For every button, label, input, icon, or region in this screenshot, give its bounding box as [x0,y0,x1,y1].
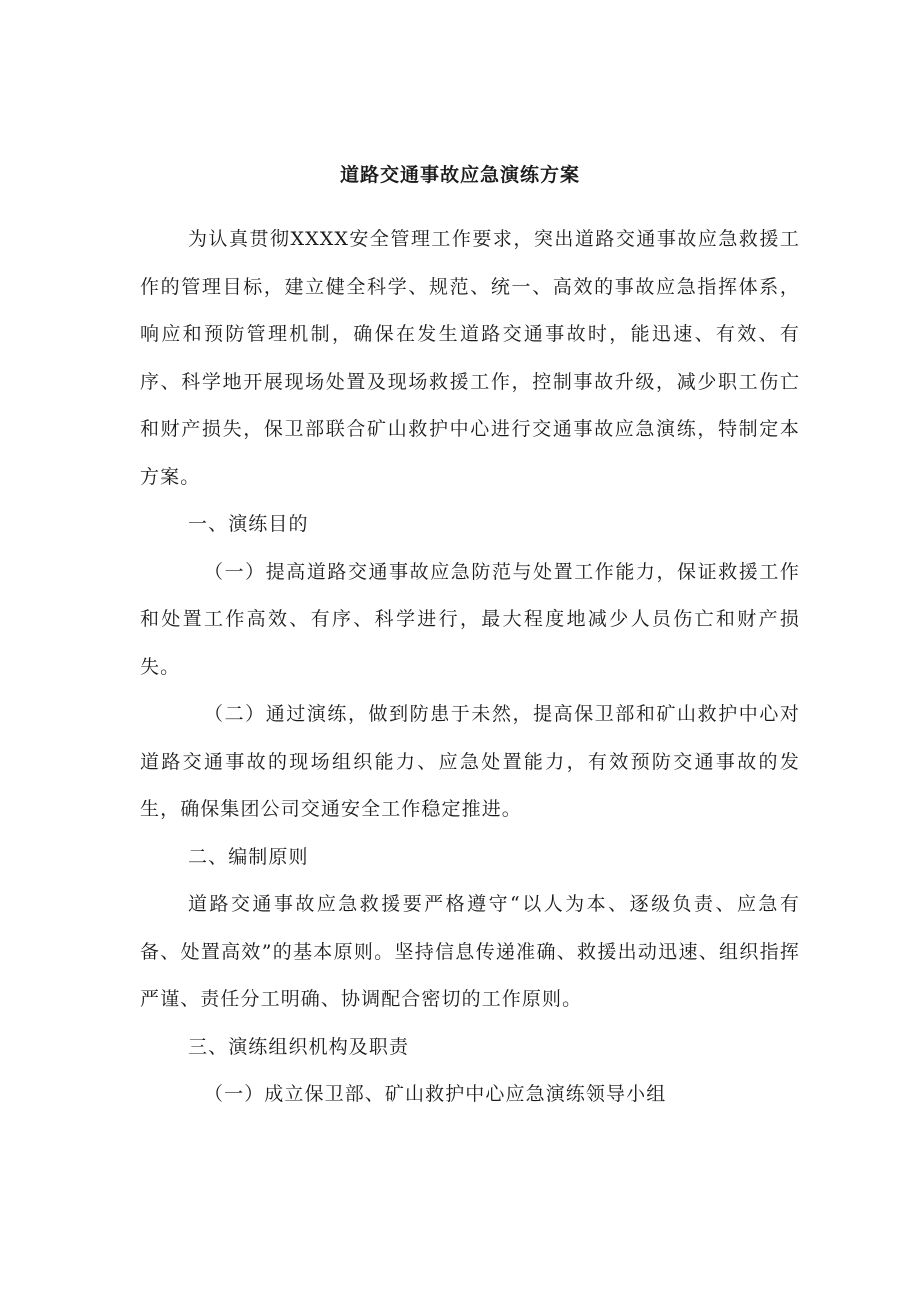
intro-paragraph: 为认真贯彻XXXX安全管理工作要求，突出道路交通事故应急救援工作的管理目标，建立健全科学、规范、统一、高效的事故应急指挥体系，响应和预防管理机制，确保在发生道路交通事故时，能迅速、有效、有序、科学地开展现场处置及现场救援工作，控制事故升级，减少职工伤亡和财产损失，保卫部联合矿山救护中心进行交通事故应急演练，特制定本方案。 [140,228,800,488]
principles-paragraph: 道路交通事故应急救援要严格遵守“以人为本、逐级负责、应急有备、处置高效”的基本原则。坚持信息传递准确、救援出动迅速、组织指挥严谨、责任分工明确、协调配合密切的工作原则。 [140,893,800,1010]
section-heading-organization: 三、演练组织机构及职责 [188,1035,410,1058]
organization-item-1: （一）成立保卫部、矿山救护中心应急演练领导小组 [204,1083,667,1105]
document-body [140,216,800,1119]
section-heading-purpose: 一、演练目的 [188,513,309,535]
purpose-item-1: （一）提高道路交通事故应急防范与处置工作能力，保证救援工作和处置工作高效、有序、科学进行，最大程度地减少人员伤亡和财产损失。 [140,560,800,678]
section-heading-principles: 二、编制原则 [188,845,309,868]
purpose-item-2: （二）通过演练，做到防患于未然，提高保卫部和矿山救护中心对道路交通事故的现场组织能力、应急处置能力，有效预防交通事故的发生，确保集团公司交通安全工作稳定推进。 [140,703,800,820]
document-title: 道路交通事故应急演练方案 [339,164,580,186]
